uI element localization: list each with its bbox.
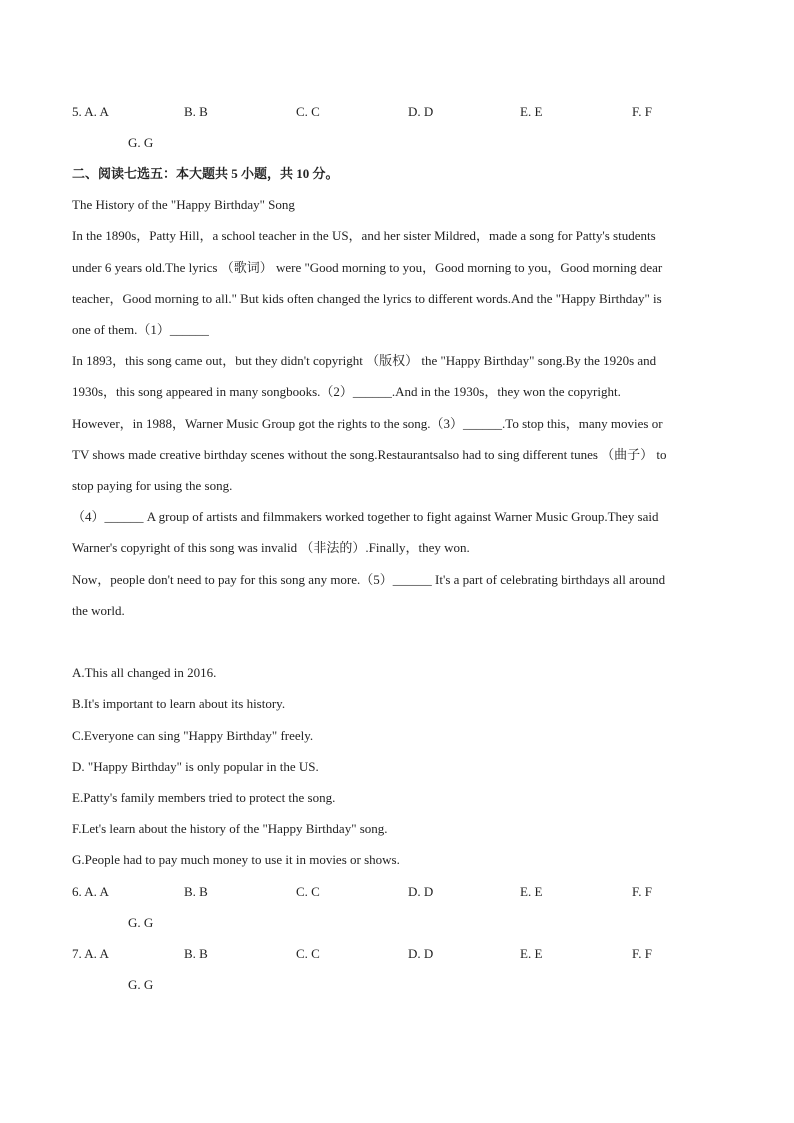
passage-line: Warner's copyright of this song was invalid （非法的）.Finally，they won. [72, 540, 470, 555]
question-6-options [72, 884, 732, 900]
passage-line: 1930s，this song appeared in many songbooks.（2）______.And in the 1930s，they won the copyright. [72, 384, 621, 399]
question-5-option-d[interactable]: D. D [408, 104, 434, 119]
choice-item: F.Let's learn about the history of the "Happy Birthday" song. [72, 821, 388, 836]
passage-line: one of them.（1）______ [72, 322, 209, 337]
passage-line: In the 1890s，Patty Hill，a school teacher in the US，and her sister Mildred，made a song for Patty's students [72, 228, 656, 243]
question-7-option-b[interactable]: B. B [184, 946, 208, 961]
question-5-option-f[interactable]: F. F [632, 104, 652, 119]
option-label: A. A [84, 946, 109, 961]
question-7-option-f[interactable]: F. F [632, 946, 652, 961]
question-7-option-g[interactable]: G. G [128, 977, 154, 992]
passage-line: under 6 years old.The lyrics （歌词） were "Good morning to you，Good morning to you，Good morning dear [72, 260, 663, 275]
question-5-option-c[interactable]: C. C [296, 104, 320, 119]
passage-line: teacher，Good morning to all." But kids often changed the lyrics to different words.And the "Happy Birthday" is [72, 291, 662, 306]
choice-item: B.It's important to learn about its history. [72, 696, 286, 711]
question-6-option-f[interactable]: F. F [632, 884, 652, 899]
question-6-option-e[interactable]: E. E [520, 884, 543, 899]
choice-item: D. "Happy Birthday" is only popular in the US. [72, 759, 319, 774]
question-number: 5. [72, 104, 82, 119]
question-7-option-e[interactable]: E. E [520, 946, 543, 961]
question-7-option-a[interactable] [72, 946, 109, 962]
passage-line: TV shows made creative birthday scenes without the song.Restaurantsalso had to sing different tunes （曲子） to [72, 447, 667, 462]
passage-line: stop paying for using the song. [72, 478, 233, 493]
option-label: A. A [84, 104, 109, 119]
passage-line: In 1893，this song came out，but they didn't copyright （版权） the "Happy Birthday" song.By the 1920s and [72, 353, 657, 368]
choice-item: E.Patty's family members tried to protect the song. [72, 790, 336, 805]
question-number: 6. [72, 884, 82, 899]
choice-item: G.People had to pay much money to use it in movies or shows. [72, 852, 400, 867]
passage-title: The History of the "Happy Birthday" Song [72, 197, 295, 212]
question-6-option-c[interactable]: C. C [296, 884, 320, 899]
passage-line: However，in 1988，Warner Music Group got the rights to the song.（3）______.To stop this，many movies or [72, 416, 663, 431]
question-7-option-d[interactable]: D. D [408, 946, 434, 961]
question-6-option-a[interactable] [72, 884, 109, 900]
question-5-option-e[interactable]: E. E [520, 104, 543, 119]
question-5-options [72, 104, 732, 120]
question-6-option-d[interactable]: D. D [408, 884, 434, 899]
question-6-option-g[interactable]: G. G [128, 915, 154, 930]
passage-line: Now，people don't need to pay for this song any more.（5）______ It's a part of celebrating birthdays all around [72, 572, 666, 587]
section-heading: 二、阅读七选五：本大题共 5 小题，共 10 分。 [72, 166, 339, 181]
question-number: 7. [72, 946, 82, 961]
question-5-option-a[interactable] [72, 104, 109, 120]
choice-item: A.This all changed in 2016. [72, 665, 217, 680]
passage-line: （4）______ A group of artists and filmmakers worked together to fight against Warner Music Group.They said [72, 509, 659, 524]
question-5-option-g[interactable]: G. G [128, 135, 154, 150]
question-5-option-b[interactable]: B. B [184, 104, 208, 119]
question-7-option-c[interactable]: C. C [296, 946, 320, 961]
question-7-options [72, 946, 732, 962]
passage-line: the world. [72, 603, 125, 618]
choice-item: C.Everyone can sing "Happy Birthday" freely. [72, 728, 314, 743]
question-6-option-b[interactable]: B. B [184, 884, 208, 899]
option-label: A. A [84, 884, 109, 899]
